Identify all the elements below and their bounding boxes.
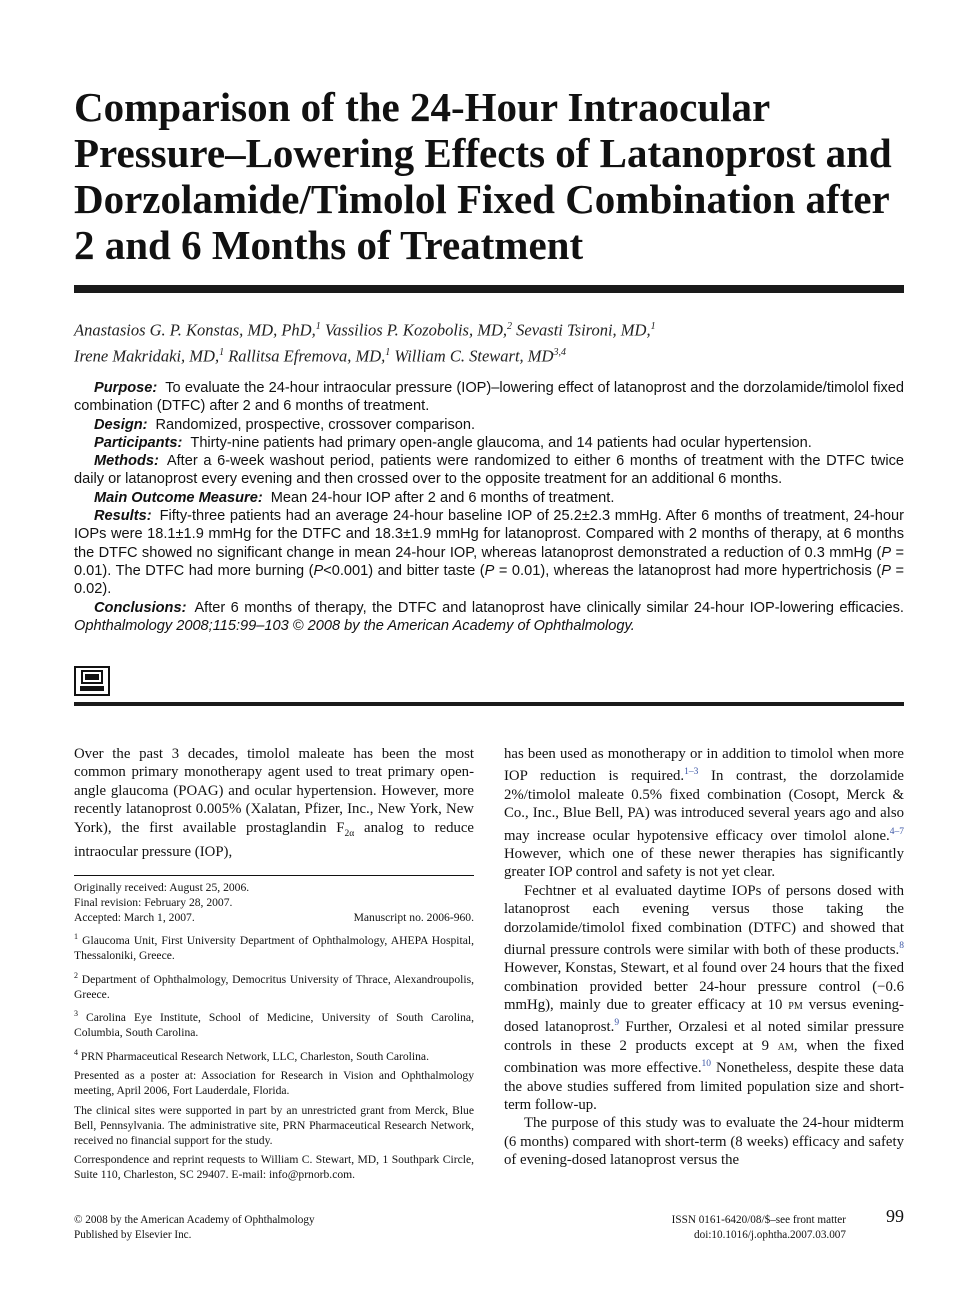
abstract-outcome	[74, 489, 904, 507]
abstract-text: Thirty-nine patients had primary open-angle glaucoma, and 14 patients had ocular hypertension.	[190, 434, 812, 451]
accepted-date: Accepted: March 1, 2007.	[74, 910, 195, 924]
body-paragraph	[74, 745, 474, 861]
body-text: Nonetheless, despite these data the above studies suffered from limited population size and short-term follow-up.	[504, 1060, 904, 1113]
author-list	[74, 316, 904, 367]
correspondence-note: Correspondence and reprint requests to William C. Stewart, MD, 1 Southpark Circle, Suite 110, Charleston, SC 29407. E-mail: info@prnorb.com.	[74, 1153, 474, 1182]
author-name: Sevasti Tsironi, MD,	[516, 320, 651, 340]
title-divider	[74, 285, 904, 293]
body-text: , when the fixed combination was more effective.	[504, 1037, 904, 1077]
author-name: William C. Stewart, MD	[394, 346, 554, 365]
doi-link[interactable]: doi:10.1016/j.ophtha.2007.03.007	[694, 1229, 846, 1241]
footer-right	[600, 1213, 846, 1243]
page-number: 99	[886, 1206, 904, 1226]
right-column	[504, 745, 904, 1170]
body-text: Over the past 3 decades, timolol maleate has been the most common primary monotherapy agent used to treat primary open-angle glaucoma (POAG) and ocular hypertension. However, more recently latanoprost 0.005% (Xalatan, Pfizer, Inc., New York, New York), the first available prostaglandin F	[74, 746, 474, 836]
affiliation	[74, 1046, 474, 1065]
abstract-text: = 0.01), whereas the latanoprost had more hypertrichosis (	[494, 562, 882, 579]
reference-link[interactable]: 4–7	[889, 826, 904, 837]
body-paragraph: The purpose of this study was to evaluate the 24-hour midterm (6 months) compared with short-term (8 weeks) efficacy and safety of evening-dosed latanoprost versus the	[504, 1115, 904, 1169]
abstract-participants	[74, 434, 904, 452]
abstract-label: Purpose:	[94, 380, 158, 396]
affiliation-marker: 2	[507, 321, 512, 332]
left-column	[74, 745, 474, 861]
abstract-text: = 0.02).	[74, 562, 904, 598]
body-text: In contrast, the dorzolamide 2%/timolol maleate 0.5% fixed combination (Cosopt, Merck & Co., Inc., Blue Bell, PA) was introduced several years ago and also may increase ocular hypotensive efficacy over timolol alone.	[504, 768, 905, 844]
body-text: Further, Orzalesi et al noted similar pressure controls in these 2 products except at 9	[504, 1019, 904, 1054]
abstract-purpose	[74, 379, 904, 416]
affiliation-text: Glaucoma Unit, First University Department of Ophthalmology, AHEPA Hospital, Thessaloniki, Greece.	[74, 934, 474, 963]
abstract-label: Main Outcome Measure:	[94, 489, 263, 506]
abstract-methods	[74, 452, 904, 489]
reference-link[interactable]: 1–3	[684, 767, 699, 778]
abstract-text: Randomized, prospective, crossover comparison.	[155, 416, 476, 433]
revision-date: Final revision: February 28, 2007.	[74, 895, 233, 909]
affiliation-marker: 1	[650, 321, 656, 332]
author-name: Rallitsa Efremova, MD,	[228, 346, 386, 365]
reference-link[interactable]: 9	[614, 1018, 620, 1029]
p-value-symbol: P	[881, 544, 892, 561]
affiliation-marker: 1	[315, 321, 321, 332]
time-am: am	[777, 1037, 794, 1054]
p-value-symbol: P	[881, 562, 891, 579]
p-value-symbol: P	[313, 562, 324, 579]
received-date: Originally received: August 25, 2006.	[74, 881, 250, 894]
footnotes	[74, 881, 474, 1188]
p-value-symbol: P	[484, 562, 495, 579]
presentation-note: Presented as a poster at: Association for Research in Vision and Ophthalmology meeting, April 2006, Fort Lauderdale, Florida.	[74, 1069, 474, 1098]
affiliation-marker: 3	[74, 1009, 78, 1019]
body-text: has been used as monotherapy or in addition to timolol when more IOP reduction is required.	[504, 746, 904, 785]
abstract-text: After 6 months of therapy, the DTFC and latanoprost have clinically similar 24-hour IOP-lowering efficacies.	[194, 599, 904, 616]
abstract-label: Methods:	[94, 453, 159, 470]
abstract-text: To evaluate the 24-hour intraocular pressure (IOP)–lowering effect of latanoprost and the dorzolamide/timolol fixed combination (DTFC) after 2 and 6 months of treatment.	[74, 380, 904, 415]
author-name: Vassilios P. Kozobolis, MD,	[324, 320, 507, 340]
funding-note: The clinical sites were supported in part by an unrestricted grant from Merck, Blue Bell, Pennsylvania. The administrative site, PRN Pharmaceutical Research Network, received no financial support for the study.	[74, 1104, 474, 1147]
footnote-divider	[74, 875, 474, 876]
affiliation-marker: 4	[74, 1047, 78, 1057]
body-text: However, which one of these newer therapies has significantly greater IOP control and safety is not yet clear.	[504, 845, 904, 881]
body-text: However, Konstas, Stewart, et al found over 24 hours that the fixed combination provided better 24-hour pressure control (−0.6 mmHg), mainly due to greater efficacy at 10	[504, 960, 904, 1014]
computer-monitor-icon[interactable]	[74, 666, 110, 696]
abstract-label: Conclusions:	[94, 599, 187, 616]
abstract-divider	[74, 702, 904, 706]
body-text: analog to reduce intraocular pressure (IOP),	[74, 819, 474, 860]
copyright: © 2008 by the American Academy of Ophthalmology	[74, 1214, 315, 1226]
issn: ISSN 0161-6420/08/$–see front matter	[671, 1214, 846, 1226]
accepted-row	[74, 911, 474, 926]
abstract-label: Participants:	[94, 434, 183, 451]
abstract-conclusions	[74, 599, 904, 636]
abstract-text: Mean 24-hour IOP after 2 and 6 months of treatment.	[270, 489, 615, 506]
abstract-label: Design:	[94, 416, 148, 433]
affiliation-marker: 1	[219, 346, 225, 358]
body-text: versus evening-dosed latanoprost.	[504, 997, 904, 1036]
reference-link[interactable]: 8	[899, 940, 904, 951]
journal-citation: Ophthalmology 2008;115:99–103 © 2008 by the American Academy of Ophthalmology.	[74, 617, 635, 634]
abstract-text: = 0.01). The DTFC had more burning (	[74, 544, 905, 579]
abstract-label: Results:	[94, 508, 152, 525]
affiliation-marker: 2	[74, 970, 78, 980]
affiliation-marker: 1	[385, 346, 391, 358]
time-pm: pm	[788, 997, 803, 1014]
subscript: 2α	[344, 828, 355, 839]
affiliation-text: Department of Ophthalmology, Democritus University of Thrace, Alexandroupolis, Greece.	[74, 972, 474, 1001]
author-name: Irene Makridaki, MD,	[74, 346, 220, 365]
abstract-results	[74, 507, 904, 598]
body-paragraph	[504, 745, 904, 882]
affiliation-marker: 1	[74, 932, 78, 942]
affiliation	[74, 1007, 474, 1040]
manuscript-number: Manuscript no. 2006-960.	[353, 910, 474, 924]
body-paragraph	[504, 882, 904, 1115]
footer-left	[74, 1213, 474, 1243]
abstract-text: After a 6-week washout period, patients were randomized to either 6 months of treatment with the DTFC twice daily or latanoprost every evening and then crossed over to the opposite treatment for an additional 6 months.	[74, 453, 904, 488]
publisher: Published by Elsevier Inc.	[74, 1229, 192, 1241]
body-text: Fechtner et al evaluated daytime IOPs of persons dosed with latanoprost each evening versus those taking the dorzolamide/timolol fixed combination (DTFC) and showed that diurnal pressure controls were similar with both of these products.	[504, 882, 904, 958]
affiliation	[74, 930, 474, 963]
reference-link[interactable]: 10	[701, 1059, 712, 1070]
abstract-text: Fifty-three patients had an average 24-hour baseline IOP of 25.2±2.3 mmHg. After 6 months of treatment, 24-hour IOPs were 18.1±1.9 mmHg for the DTFC and 18.3±1.9 mmHg for latanoprost. Compared with 2 months of therapy, at 6 months the DTFC showed no significant change in mean 24-hour IOP, whereas latanoprost demonstrated a reduction of 0.3 mmHg (	[74, 508, 904, 561]
author-name: Anastasios G. P. Konstas, MD, PhD,	[74, 320, 316, 340]
abstract	[74, 379, 904, 635]
affiliation-text: Carolina Eye Institute, School of Medicine, University of South Carolina, Columbia, South Carolina.	[74, 1011, 474, 1039]
abstract-text: <0.001) and bitter taste (	[323, 562, 485, 579]
affiliation-marker: 3,4	[553, 346, 566, 358]
affiliation	[74, 969, 474, 1002]
article-title: Comparison of the 24-Hour Intraocular Pressure–Lowering Effects of Latanoprost and Dorzolamide/Timolol Fixed Combination after 2 and 6 Months of Treatment	[74, 84, 892, 268]
affiliation-text: PRN Pharmaceutical Research Network, LLC, Charleston, South Carolina.	[80, 1049, 429, 1063]
abstract-design	[74, 416, 904, 434]
